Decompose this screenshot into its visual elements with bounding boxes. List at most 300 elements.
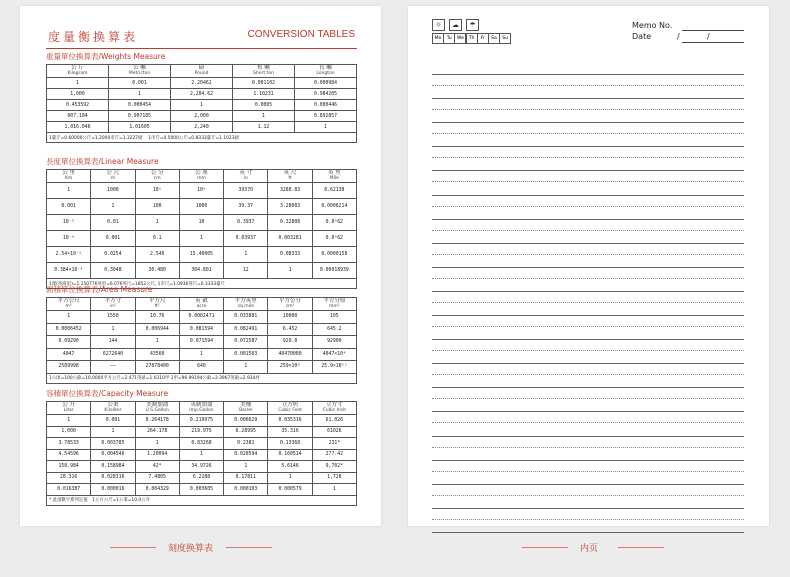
table-cell: 0.3937	[224, 215, 268, 231]
capacity-header-unit: Cubic Feet	[278, 408, 302, 413]
table-cell: 10⁶	[179, 183, 223, 199]
table-cell: 1.12	[233, 122, 295, 133]
table-cell: 2.20462	[171, 78, 233, 89]
table-cell: 39.37	[224, 199, 268, 215]
table-row	[47, 122, 357, 133]
table-cell: 30.480	[135, 263, 179, 279]
memo-no-label: Memo No.	[632, 21, 673, 30]
weights-header-label: 短 噸	[257, 65, 270, 71]
weights-header-unit: Longton	[316, 71, 335, 76]
memo-page	[408, 6, 769, 526]
table-cell: 0.004329	[135, 484, 179, 496]
umbrella-icon[interactable]: ☂	[466, 19, 479, 31]
table-cell: 0.0006452	[47, 323, 91, 336]
table-cell: 1,000	[47, 89, 109, 100]
ruled-dotted-line[interactable]	[432, 206, 744, 207]
ruled-line[interactable]	[432, 508, 744, 509]
capacity-title: 容積單位換算表/Capacity Measure	[46, 389, 169, 398]
day-su[interactable]: Su	[499, 33, 511, 44]
date-label: Date	[632, 32, 652, 41]
capacity-note-row	[47, 495, 357, 505]
linear-header-unit: m	[110, 176, 116, 181]
table-cell: 1,728	[312, 472, 356, 484]
ruled-line[interactable]	[432, 243, 744, 244]
table-cell: 219.975	[179, 426, 223, 438]
table-row	[47, 415, 357, 427]
capacity-header-label: 公秉	[107, 402, 119, 408]
sun-icon[interactable]: ☼	[432, 19, 445, 31]
linear-header-cell	[135, 170, 179, 183]
area-title: 面積單位換算表/Area Measure	[46, 285, 153, 294]
capacity-header-cell	[312, 402, 356, 415]
caption-left-text: 刻度换算表	[168, 544, 214, 554]
table-cell: 0.0006214	[312, 199, 356, 215]
table-cell: 3.28083	[268, 199, 312, 215]
table-cell: 0.081594	[179, 323, 223, 336]
table-cell: 2,240	[171, 122, 233, 133]
table-cell: 259×10⁸	[268, 361, 312, 374]
day-tu[interactable]: Tu	[443, 33, 455, 44]
ruled-line[interactable]	[432, 98, 744, 99]
table-cell: 1	[135, 438, 179, 450]
ruled-dotted-line[interactable]	[432, 230, 744, 231]
table-row	[47, 111, 357, 122]
linear-table	[46, 169, 357, 289]
weights-header-unit: Kilogram	[67, 71, 88, 76]
table-row	[47, 78, 357, 89]
ruled-line[interactable]	[432, 315, 744, 316]
area-header-cell	[135, 298, 179, 311]
ruled-dotted-line[interactable]	[432, 157, 744, 158]
table-cell: 0.13368	[268, 438, 312, 450]
capacity-header-label: 美制加侖	[146, 402, 169, 408]
table-cell: 10000	[268, 311, 312, 324]
ruled-line[interactable]	[432, 387, 744, 388]
weights-note-row	[47, 133, 357, 143]
table-row	[47, 426, 357, 438]
ruled-line[interactable]	[432, 267, 744, 268]
table-cell: 4047	[47, 348, 91, 361]
table-cell: 1	[135, 336, 179, 349]
table-cell: 39370	[224, 183, 268, 199]
linear-header-cell	[312, 170, 356, 183]
table-cell: 6.452	[268, 323, 312, 336]
table-cell: 10.76	[135, 311, 179, 324]
caption-left-line-b	[226, 547, 272, 548]
table-cell: 0.00018939	[312, 263, 356, 279]
table-row	[47, 484, 357, 496]
table-cell: 1	[47, 78, 109, 89]
weights-header-unit: Metricton	[128, 71, 151, 76]
table-row	[47, 438, 357, 450]
table-cell: 4.54596	[47, 449, 91, 461]
table-cell: 0.001	[47, 199, 91, 215]
weights-header-cell	[47, 65, 109, 78]
ruled-dotted-line[interactable]	[432, 350, 744, 351]
table-cell: 1	[91, 199, 135, 215]
table-row	[47, 336, 357, 349]
table-cell: 0.3048	[91, 263, 135, 279]
table-cell: 105	[312, 311, 356, 324]
ruled-dotted-line[interactable]	[432, 254, 744, 255]
table-row	[47, 361, 357, 374]
table-cell: 61.026	[312, 415, 356, 427]
weights-section	[46, 51, 357, 143]
table-cell: 0.003281	[268, 231, 312, 247]
ruled-dotted-line[interactable]	[432, 85, 744, 86]
capacity-header-cell	[47, 402, 91, 415]
table-row	[47, 100, 357, 111]
table-cell: 1,000	[47, 426, 91, 438]
table-cell: 0.984205	[295, 89, 357, 100]
table-cell: 10⁻⁶	[47, 231, 91, 247]
table-cell: 0.001	[91, 231, 135, 247]
table-cell: 61026	[312, 426, 356, 438]
area-header-label: 平方英里	[234, 298, 257, 304]
table-cell: 0.03937	[224, 231, 268, 247]
table-row	[47, 323, 357, 336]
table-cell: 28.316	[47, 472, 91, 484]
table-cell: 0.000016	[91, 484, 135, 496]
weights-header-unit: Pound	[194, 71, 209, 76]
capacity-header-label: 立方呎	[281, 402, 299, 408]
linear-header-cell	[47, 170, 91, 183]
linear-header-row	[47, 170, 357, 183]
ruled-dotted-line[interactable]	[432, 302, 744, 303]
table-cell: 0.384×10⁻⁴	[47, 263, 91, 279]
table-cell: 1	[179, 449, 223, 461]
capacity-header-cell	[91, 402, 135, 415]
table-cell: 0.1	[135, 231, 179, 247]
area-note-row	[47, 373, 357, 383]
area-header-unit: m²	[65, 304, 72, 309]
table-row	[47, 311, 357, 324]
weights-table	[46, 64, 357, 143]
ruled-dotted-line[interactable]	[432, 278, 744, 279]
table-cell: 1	[224, 361, 268, 374]
table-cell: 0.001102	[233, 78, 295, 89]
linear-header-label: 公 里	[62, 170, 76, 176]
table-cell: 0.0000158	[312, 247, 356, 263]
table-cell: 1000	[179, 199, 223, 215]
table-row	[47, 231, 357, 247]
table-cell: 1	[171, 100, 233, 111]
table-cell: 0.006629	[224, 415, 268, 427]
table-cell: 1	[224, 247, 268, 263]
capacity-header-cell	[179, 402, 223, 415]
table-cell: 1.20094	[135, 449, 179, 461]
table-cell: 0.0⁵62	[312, 215, 356, 231]
area-header-label: 平方公分	[279, 298, 302, 304]
table-cell: 0.2381	[224, 438, 268, 450]
table-cell: 0.000103	[224, 484, 268, 496]
table-cell: 0.160514	[268, 449, 312, 461]
memo-no-line[interactable]	[682, 30, 744, 31]
ruled-line[interactable]	[432, 291, 744, 292]
area-header-label: 平方寸	[104, 298, 122, 304]
table-cell: 35.316	[268, 426, 312, 438]
day-th[interactable]: Th	[466, 33, 478, 44]
table-cell: 1	[233, 111, 295, 122]
caption-left	[168, 541, 213, 554]
table-cell: 1.01605	[109, 122, 171, 133]
ruled-line[interactable]	[432, 170, 744, 171]
table-cell: 640	[179, 361, 223, 374]
table-cell: 0.035316	[268, 415, 312, 427]
weights-header-label: 磅	[198, 65, 205, 71]
ruled-dotted-line[interactable]	[432, 422, 744, 423]
table-cell: 40470000	[268, 348, 312, 361]
capacity-header-unit: Cubic Inch	[322, 408, 347, 413]
table-cell: 6.2288	[179, 472, 223, 484]
table-cell: 144	[91, 336, 135, 349]
day-we[interactable]: We	[454, 33, 466, 44]
table-cell: 0.892857	[295, 111, 357, 122]
area-table	[46, 297, 357, 384]
area-header-unit: mm²	[329, 304, 340, 309]
ruled-dotted-line[interactable]	[432, 181, 744, 182]
capacity-header-cell	[268, 402, 312, 415]
table-cell: 0.033881	[224, 311, 268, 324]
table-cell: 1	[47, 183, 91, 199]
ruled-dotted-line[interactable]	[432, 374, 744, 375]
linear-header-label: 英 寸	[239, 170, 253, 176]
weights-header-unit: Short ton	[253, 71, 274, 76]
table-cell: 0.32808	[268, 215, 312, 231]
table-cell: 42*	[135, 461, 179, 473]
table-cell: 10⁵	[135, 183, 179, 199]
linear-header-cell	[224, 170, 268, 183]
ruled-line[interactable]	[432, 484, 744, 485]
weights-header-cell	[171, 65, 233, 78]
table-cell: 231*	[312, 438, 356, 450]
weights-header-cell	[233, 65, 295, 78]
weights-header-cell	[295, 65, 357, 78]
table-cell: 0.09290	[47, 336, 91, 349]
capacity-header-unit: Barrel	[239, 408, 253, 413]
caption-right-line-a	[522, 547, 568, 548]
capacity-section	[46, 388, 357, 506]
capacity-header-unit: Imp.Gallon	[189, 408, 214, 413]
area-header-cell	[312, 298, 356, 311]
ruled-dotted-line[interactable]	[432, 495, 744, 496]
table-row	[47, 199, 357, 215]
ruled-line[interactable]	[432, 219, 744, 220]
table-row	[47, 449, 357, 461]
weekday-boxes	[432, 33, 510, 44]
area-header-cell	[179, 298, 223, 311]
table-cell: 3.78533	[47, 438, 91, 450]
table-cell: 6.28995	[224, 426, 268, 438]
linear-section	[46, 156, 357, 289]
table-cell: 6272640	[91, 348, 135, 361]
day-sa[interactable]: Sa	[488, 33, 500, 44]
table-cell: 0.219975	[179, 415, 223, 427]
table-cell: 645.2	[312, 323, 356, 336]
linear-header-cell	[91, 170, 135, 183]
linear-header-cell	[179, 170, 223, 183]
ruled-line[interactable]	[432, 146, 744, 147]
table-cell: 0.000446	[295, 100, 357, 111]
day-mo[interactable]: Mo	[432, 33, 444, 44]
cloud-icon[interactable]: ☁	[449, 19, 462, 31]
table-cell: 0.01	[91, 215, 135, 231]
table-cell: 7.4805	[135, 472, 179, 484]
table-cell: 264.178	[135, 426, 179, 438]
table-cell: ——	[91, 361, 135, 374]
table-row	[47, 472, 357, 484]
linear-note: 1浬(英海里)=1.150776英里=6.076英尺=1852公尺, 1市尺=1.0936英尺=0.3333臺尺	[47, 279, 357, 289]
weights-header-row	[47, 65, 357, 78]
table-row	[47, 461, 357, 473]
capacity-header-unit: Liter	[63, 408, 74, 413]
area-header-cell	[224, 298, 268, 311]
area-header-unit: in²	[109, 304, 116, 309]
table-cell: 0.001	[91, 415, 135, 427]
area-header-label: 英 畝	[195, 298, 208, 304]
area-header-label: 平方分厘	[323, 298, 346, 304]
table-cell: 25.9×10¹¹	[312, 361, 356, 374]
table-cell: 0.158984	[91, 461, 135, 473]
table-cell: 0.001	[109, 78, 171, 89]
capacity-header-cell	[135, 402, 179, 415]
table-cell: 1550	[91, 311, 135, 324]
table-cell: 0.83268	[179, 438, 223, 450]
table-cell: 0.006944	[135, 323, 179, 336]
table-cell: 0.17811	[224, 472, 268, 484]
table-cell: 2,204.62	[171, 89, 233, 100]
linear-header-unit: Km	[64, 176, 73, 181]
table-cell: 10	[179, 215, 223, 231]
linear-header-unit: Mile	[329, 176, 339, 181]
table-cell: 3280.83	[268, 183, 312, 199]
weights-header-cell	[109, 65, 171, 78]
day-fr[interactable]: Fr	[477, 33, 489, 44]
table-cell: 1	[91, 323, 135, 336]
table-cell: 907.184	[47, 111, 109, 122]
table-cell: 0.000984	[295, 78, 357, 89]
ruled-dotted-line[interactable]	[432, 447, 744, 448]
capacity-header-unit: Kiloliter	[104, 408, 122, 413]
table-cell: 43560	[135, 348, 179, 361]
area-header-unit: acre	[196, 304, 207, 309]
capacity-header-label: 立方寸	[326, 402, 343, 408]
table-cell: 277.42	[312, 449, 356, 461]
table-cell: 1	[91, 426, 135, 438]
ruled-line[interactable]	[432, 460, 744, 461]
header-title-zh: 度量衡换算表	[48, 30, 139, 44]
header-title-en: CONVERSION TABLES	[247, 29, 355, 40]
linear-title: 長度單位換算表/Linear Measure	[46, 157, 159, 166]
ruled-line[interactable]	[432, 363, 744, 364]
table-cell: 304.801	[179, 263, 223, 279]
table-row	[47, 348, 357, 361]
table-cell: 0.000579	[268, 484, 312, 496]
page-header	[46, 26, 357, 49]
linear-header-unit: mm	[197, 176, 206, 181]
table-cell: 0.003605	[179, 484, 223, 496]
linear-header-unit: cm	[153, 176, 161, 181]
ruled-line[interactable]	[432, 436, 744, 437]
table-cell: 34.9726	[179, 461, 223, 473]
ruled-line[interactable]	[432, 74, 744, 75]
ruled-line[interactable]	[432, 195, 744, 196]
ruled-line[interactable]	[432, 532, 744, 533]
capacity-header-label: 美桶	[240, 402, 252, 408]
weights-title: 重量單位換算表/Weights Measure	[46, 52, 166, 61]
table-cell: 2,000	[171, 111, 233, 122]
table-cell: 0.028594	[224, 449, 268, 461]
weights-header-label: 公 噸	[133, 65, 146, 71]
ruled-dotted-line[interactable]	[432, 519, 744, 520]
table-cell: 0.62138	[312, 183, 356, 199]
linear-header-unit: in	[243, 176, 248, 181]
linear-header-label: 英 尺	[283, 170, 297, 176]
table-cell: 12	[224, 263, 268, 279]
table-cell: 0.016387	[47, 484, 91, 496]
table-cell: 0.000454	[109, 100, 171, 111]
caption-right-line-b	[618, 547, 664, 548]
area-header-unit: cm²	[285, 304, 295, 309]
table-cell: 9,702*	[312, 461, 356, 473]
ruled-line[interactable]	[432, 122, 744, 123]
date-line[interactable]	[682, 42, 744, 43]
ruled-dotted-line[interactable]	[432, 471, 744, 472]
table-cell: 92900	[312, 336, 356, 349]
table-cell: 1	[268, 472, 312, 484]
table-cell: 15.40005	[179, 247, 223, 263]
weather-icons	[432, 19, 483, 31]
area-header-unit: sq.mile	[237, 304, 254, 309]
area-section	[46, 284, 357, 384]
capacity-note: * 此項數字系列定值 1立方公尺=1公秉=10.0公升	[47, 495, 357, 505]
capacity-header-cell	[224, 402, 268, 415]
linear-header-label: 公 厘	[195, 170, 208, 176]
ruled-dotted-line[interactable]	[432, 109, 744, 110]
ruled-dotted-line[interactable]	[432, 133, 744, 134]
area-header-cell	[268, 298, 312, 311]
table-cell: 0.028316	[91, 472, 135, 484]
date-slash-2: /	[707, 32, 710, 41]
table-cell: 0.907185	[109, 111, 171, 122]
table-cell: 4047×10⁴	[312, 348, 356, 361]
weights-header-label: 公 斤	[71, 65, 84, 71]
table-cell: 0.0254	[91, 247, 135, 263]
table-cell: 1	[312, 484, 356, 496]
table-cell: 27878400	[135, 361, 179, 374]
table-cell: 0.004546	[91, 449, 135, 461]
table-row	[47, 183, 357, 199]
capacity-header-unit: U.S.Gallon	[145, 408, 169, 413]
linear-header-label: 公 尺	[106, 170, 120, 176]
ruled-dotted-line[interactable]	[432, 326, 744, 327]
table-cell: 1	[109, 89, 171, 100]
table-cell: 5.6146	[268, 461, 312, 473]
table-cell: 1	[47, 311, 91, 324]
ruled-line[interactable]	[432, 339, 744, 340]
table-cell: 0.072587	[224, 336, 268, 349]
ruled-dotted-line[interactable]	[432, 398, 744, 399]
linear-header-unit: ft	[288, 176, 292, 181]
ruled-line[interactable]	[432, 411, 744, 412]
table-cell: 1	[224, 461, 268, 473]
capacity-header-label: 公 升	[62, 402, 76, 408]
area-header-cell	[91, 298, 135, 311]
table-cell: 1	[179, 231, 223, 247]
area-header-unit: ft²	[154, 304, 160, 309]
table-cell: 929.0	[268, 336, 312, 349]
area-header-label: 平方公尺	[57, 298, 80, 304]
